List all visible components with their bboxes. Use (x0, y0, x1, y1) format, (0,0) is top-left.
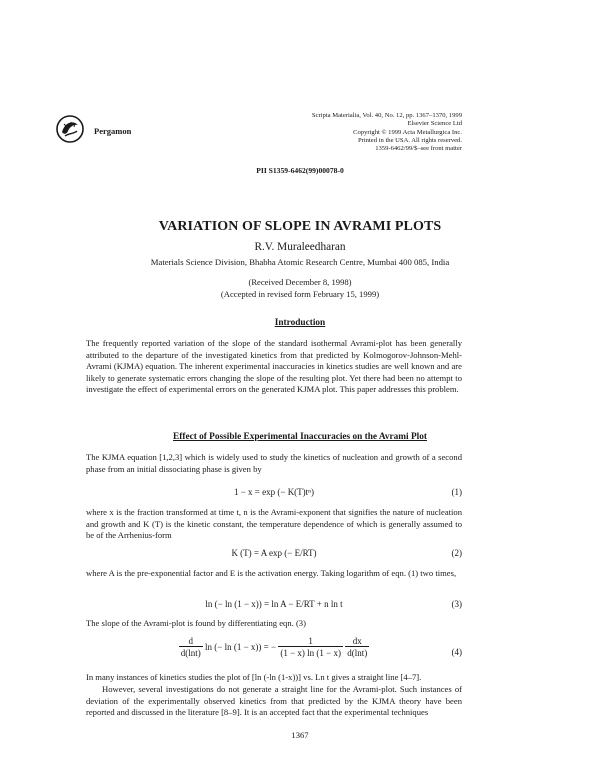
equation-4-fraction-lhs: $\frac{d}{d(\ln t)}$ (180, 636, 201, 658)
equation-4 (86, 636, 462, 670)
equation-3-number: (3) (451, 599, 462, 609)
equation-1-number: (1) (451, 487, 462, 497)
paragraph-definitions: where x is the fraction transformed at time t, n is the Avrami-exponent that signifies the nature of nucleation and growth and K (T) is the kinetic constant, the temperature dependence of which is generally assumed to be of the Arrhenius-form (86, 507, 462, 541)
equation-2-body: K (T) = A exp (− E/RT) (231, 548, 317, 558)
journal-citation: Scripta Materialia, Vol. 40, No. 12, pp. 1367–1370, 1999 (311, 112, 462, 119)
accepted-date: (Accepted in revised form February 15, 1999) (220, 288, 380, 299)
paragraph-slope: The slope of the Avrami-plot is found by differentiating eqn. (3) (86, 618, 306, 628)
equation-4-fraction-2: $\frac{1}{(1 - x) \ln (1 - x)}$ (280, 636, 341, 658)
received-date: (Received December 8, 1998) (248, 277, 352, 287)
equation-1-body: 1 − x = exp (− K(T)tⁿ) (233, 487, 315, 497)
affiliation: Materials Science Division, Bhabha Atomic Research Centre, Mumbai 400 085, India (150, 257, 450, 267)
rights-line: Printed in the USA. All rights reserved. (357, 136, 462, 144)
equation-2-number: (2) (451, 548, 462, 558)
introduction-heading: Introduction (274, 318, 326, 328)
paragraph-straight-line: In many instances of kinetics studies the plot of [ln (-ln (1-x))] vs. Ln t gives a straight line [4–7]. (86, 672, 422, 682)
paper-title: VARIATION OF SLOPE IN AVRAMI PLOTS (158, 219, 442, 234)
introduction-paragraph: The frequently reported variation of the slope of the standard isothermal Avrami-plot has been generally attributed to the departure of the investigated kinetics from that predicted by Kolmogorov-Johnson-Mehl-Avrami (KJMA) equation. The inherent experimental inaccuracies in kinetics studies are well known and are likely to generate systematic errors changing the slope of the resulting plot. Yet there had been no attempt to investigate the effect of experimental errors on the generated KJMA plot. This paper addresses this problem. (86, 338, 462, 395)
publisher-logo (55, 114, 85, 144)
publisher-line: Elsevier Science Ltd (407, 120, 462, 128)
effect-heading: Effect of Possible Experimental Inaccuracies on the Avrami Plot (173, 432, 427, 442)
price-line: 1359-6462/99/$–see front matter (375, 145, 462, 153)
equation-4-middle: ln (− ln (1 − x)) = − (205, 642, 277, 652)
equation-4-number: (4) (451, 647, 462, 657)
copyright-line: Copyright © 1999 Acta Metallurgica Inc. (353, 128, 462, 136)
page-number: 1367 (291, 730, 309, 740)
journal-info (300, 112, 462, 153)
paragraph-deviation: However, several investigations do not generate a straight line for the Avrami-plot. Such instances of deviation of the experimentally observed kinetics from that predicted by the KJMA theory have been reported and discussed in the literature [8–9]. It is an accepted fact that the experimental techniques (86, 684, 462, 718)
equation-4-fraction-3: $\frac{dx}{d(\ln t)}$ (347, 636, 368, 658)
dates (0, 277, 600, 300)
publisher-name: Pergamon (94, 126, 132, 136)
equation-3-body: ln (− ln (1 − x)) = ln A − E/RT + n ln t (205, 599, 343, 609)
paragraph-logarithm: where A is the pre-exponential factor and E is the activation energy. Taking logarithm of eqn. (1) two times, (86, 568, 457, 578)
pii: PII S1359-6462(99)00078-0 (256, 166, 344, 175)
author: R.V. Muraleedharan (254, 241, 346, 253)
paragraph-kjma: The KJMA equation [1,2,3] which is widely used to study the kinetics of nucleation and growth of a second phase from an initial dissociating phase is given by (86, 452, 462, 474)
